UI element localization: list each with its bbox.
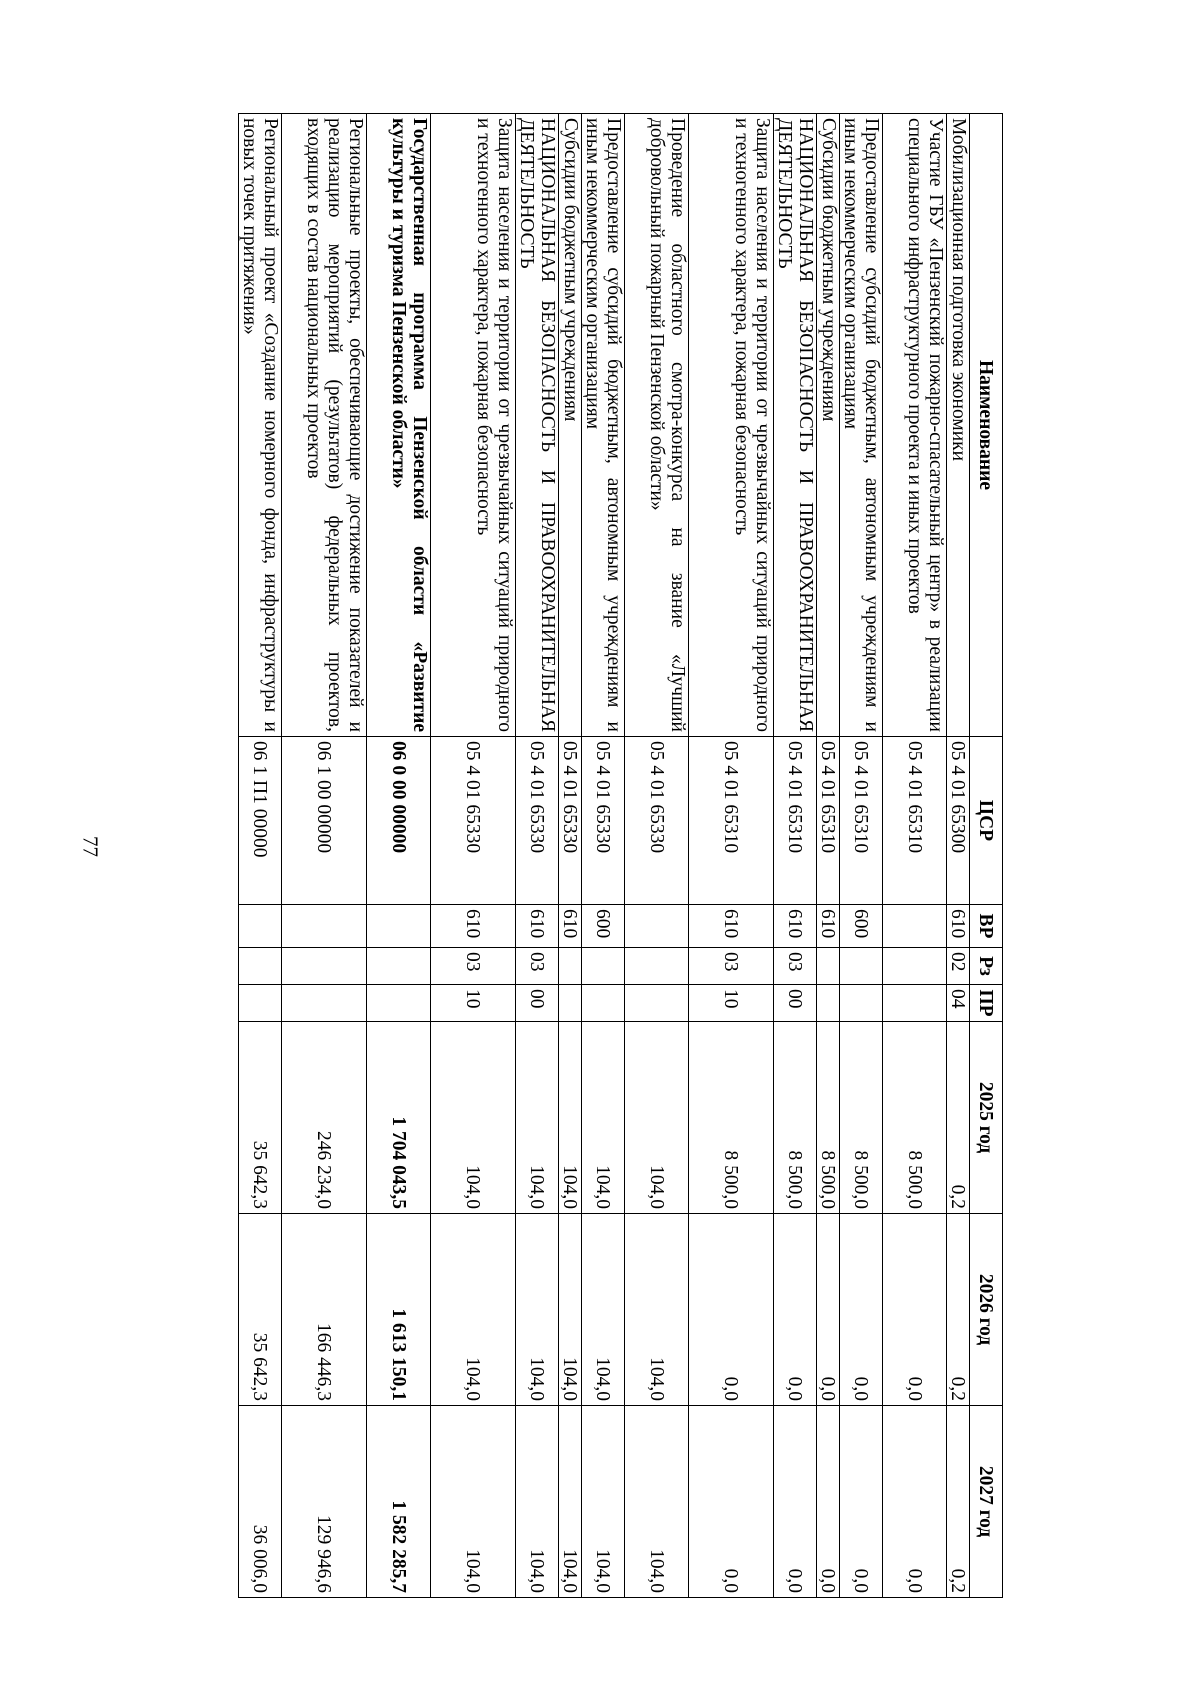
row-2026: 0,0 [840, 1214, 883, 1406]
row-pr [559, 985, 582, 1022]
row-name: НАЦИОНАЛЬНАЯ БЕЗОПАСНОСТЬ И ПРАВООХРАНИТЕЛЬНАЯ ДЕЯТЕЛЬНОСТЬ [516, 114, 559, 737]
row-vr: 610 [689, 905, 774, 948]
row-2025: 104,0 [516, 1022, 559, 1214]
row-name: Региональные проекты, обеспечивающие достижение показателей и реализацию мероприятий (результатов) федеральных проектов, входящих в состав национальных проектов [282, 114, 367, 737]
row-2027: 104,0 [431, 1406, 516, 1598]
table-row [774, 114, 817, 1598]
row-csr: 05 4 01 65330 [431, 737, 516, 905]
table-row [559, 114, 582, 1598]
row-csr: 05 4 01 65310 [883, 737, 947, 905]
row-vr: 600 [840, 905, 883, 948]
row-2025: 104,0 [625, 1022, 689, 1214]
row-pr: 00 [774, 985, 817, 1022]
table-row [282, 114, 367, 1598]
row-2025: 1 704 043,5 [367, 1022, 431, 1214]
header-rz: Рз [970, 948, 1003, 985]
row-2025: 8 500,0 [774, 1022, 817, 1214]
row-2026: 104,0 [625, 1214, 689, 1406]
row-2025: 104,0 [431, 1022, 516, 1214]
table-row [883, 114, 947, 1598]
row-name: Субсидии бюджетным учреждениям [817, 114, 840, 737]
row-csr: 05 4 01 65310 [817, 737, 840, 905]
row-csr: 05 4 01 65300 [947, 737, 970, 905]
table-row [947, 114, 970, 1598]
budget-table [238, 113, 1003, 1598]
row-pr: 04 [947, 985, 970, 1022]
row-pr: 10 [431, 985, 516, 1022]
row-pr: 10 [689, 985, 774, 1022]
table-row [239, 114, 282, 1598]
row-name: НАЦИОНАЛЬНАЯ БЕЗОПАСНОСТЬ И ПРАВООХРАНИТЕЛЬНАЯ ДЕЯТЕЛЬНОСТЬ [774, 114, 817, 737]
row-pr [367, 985, 431, 1022]
row-2025: 0,2 [947, 1022, 970, 1214]
row-2027: 0,0 [840, 1406, 883, 1598]
rotated-table-container [101, 113, 1003, 1598]
row-2027: 104,0 [582, 1406, 625, 1598]
row-pr [817, 985, 840, 1022]
row-rz: 03 [689, 948, 774, 985]
row-2025: 8 500,0 [817, 1022, 840, 1214]
table-row [817, 114, 840, 1598]
row-csr: 05 4 01 65310 [774, 737, 817, 905]
row-2026: 104,0 [431, 1214, 516, 1406]
row-vr: 600 [582, 905, 625, 948]
row-2026: 0,0 [774, 1214, 817, 1406]
row-rz [239, 948, 282, 985]
row-2025: 8 500,0 [883, 1022, 947, 1214]
row-vr: 610 [516, 905, 559, 948]
row-pr [840, 985, 883, 1022]
row-rz: 02 [947, 948, 970, 985]
row-2026: 0,0 [817, 1214, 840, 1406]
row-name: Проведение областного смотра-конкурса на звание «Лучший добровольный пожарный Пензенской области» [625, 114, 689, 737]
row-2025: 8 500,0 [689, 1022, 774, 1214]
row-rz [625, 948, 689, 985]
row-2026: 104,0 [516, 1214, 559, 1406]
row-name: Региональный проект «Создание номерного фонда, инфраструктуры и новых точек притяжения» [239, 114, 282, 737]
row-vr: 610 [817, 905, 840, 948]
header-vr: ВР [970, 905, 1003, 948]
row-2027: 0,0 [817, 1406, 840, 1598]
row-2026: 0,0 [689, 1214, 774, 1406]
header-2027: 2027 год [970, 1406, 1003, 1598]
table-row [582, 114, 625, 1598]
row-pr [239, 985, 282, 1022]
row-2026: 0,0 [883, 1214, 947, 1406]
row-pr [883, 985, 947, 1022]
row-2026: 104,0 [559, 1214, 582, 1406]
row-2027: 104,0 [516, 1406, 559, 1598]
row-2027: 0,2 [947, 1406, 970, 1598]
row-2027: 0,0 [774, 1406, 817, 1598]
row-rz [883, 948, 947, 985]
header-2025: 2025 год [970, 1022, 1003, 1214]
row-pr [282, 985, 367, 1022]
table-row [431, 114, 516, 1598]
row-vr [625, 905, 689, 948]
row-name: Защита населения и территории от чрезвычайных ситуаций природного и техногенного характера, пожарная безопасность [431, 114, 516, 737]
row-2025: 246 234,0 [282, 1022, 367, 1214]
table-row [516, 114, 559, 1598]
row-csr: 06 0 00 00000 [367, 737, 431, 905]
row-name: Мобилизационная подготовка экономики [947, 114, 970, 737]
row-name: Участие ГБУ «Пензенский пожарно-спасательный центр» в реализации специального инфраструктурного проекта и иных проектов [883, 114, 947, 737]
row-csr: 05 4 01 65330 [516, 737, 559, 905]
header-name: Наименование [970, 114, 1003, 737]
page-number: 77 [78, 836, 103, 857]
row-vr: 610 [431, 905, 516, 948]
row-2026: 104,0 [582, 1214, 625, 1406]
row-2027: 36 006,0 [239, 1406, 282, 1598]
row-rz [367, 948, 431, 985]
row-rz [559, 948, 582, 985]
row-2027: 129 946,6 [282, 1406, 367, 1598]
row-vr: 610 [774, 905, 817, 948]
row-rz: 03 [774, 948, 817, 985]
row-name: Предоставление субсидий бюджетным, автономным учреждениям и иным некоммерческим организациям [840, 114, 883, 737]
row-2026: 1 613 150,1 [367, 1214, 431, 1406]
row-pr [625, 985, 689, 1022]
row-rz [840, 948, 883, 985]
row-vr [367, 905, 431, 948]
row-pr: 00 [516, 985, 559, 1022]
row-rz [582, 948, 625, 985]
header-csr: ЦСР [970, 737, 1003, 905]
row-2025: 35 642,3 [239, 1022, 282, 1214]
row-pr [582, 985, 625, 1022]
table-row [689, 114, 774, 1598]
table-row-program [367, 114, 431, 1598]
row-csr: 05 4 01 65310 [689, 737, 774, 905]
row-rz [817, 948, 840, 985]
row-rz: 03 [516, 948, 559, 985]
row-2027: 0,0 [883, 1406, 947, 1598]
row-2025: 8 500,0 [840, 1022, 883, 1214]
row-name: Субсидии бюджетным учреждениям [559, 114, 582, 737]
header-pr: ПР [970, 985, 1003, 1022]
row-2027: 0,0 [689, 1406, 774, 1598]
row-csr: 06 1 00 00000 [282, 737, 367, 905]
row-vr: 610 [947, 905, 970, 948]
row-csr: 05 4 01 65310 [840, 737, 883, 905]
row-csr: 06 1 П1 00000 [239, 737, 282, 905]
header-row [970, 114, 1003, 1598]
row-2027: 104,0 [625, 1406, 689, 1598]
row-2027: 104,0 [559, 1406, 582, 1598]
row-rz [282, 948, 367, 985]
row-vr [282, 905, 367, 948]
header-2026: 2026 год [970, 1214, 1003, 1406]
row-2026: 0,2 [947, 1214, 970, 1406]
row-name: Государственная программа Пензенской области «Развитие культуры и туризма Пензенской области» [367, 114, 431, 737]
row-name: Предоставление субсидий бюджетным, автономным учреждениям и иным некоммерческим организациям [582, 114, 625, 737]
row-vr [239, 905, 282, 948]
row-csr: 05 4 01 65330 [625, 737, 689, 905]
row-csr: 05 4 01 65330 [582, 737, 625, 905]
row-2025: 104,0 [582, 1022, 625, 1214]
row-csr: 05 4 01 65330 [559, 737, 582, 905]
row-2027: 1 582 285,7 [367, 1406, 431, 1598]
row-2025: 104,0 [559, 1022, 582, 1214]
row-vr [883, 905, 947, 948]
row-2026: 166 446,3 [282, 1214, 367, 1406]
table-row [840, 114, 883, 1598]
row-2026: 35 642,3 [239, 1214, 282, 1406]
row-rz: 03 [431, 948, 516, 985]
row-name: Защита населения и территории от чрезвычайных ситуаций природного и техногенного характера, пожарная безопасность [689, 114, 774, 737]
row-vr: 610 [559, 905, 582, 948]
table-row [625, 114, 689, 1598]
